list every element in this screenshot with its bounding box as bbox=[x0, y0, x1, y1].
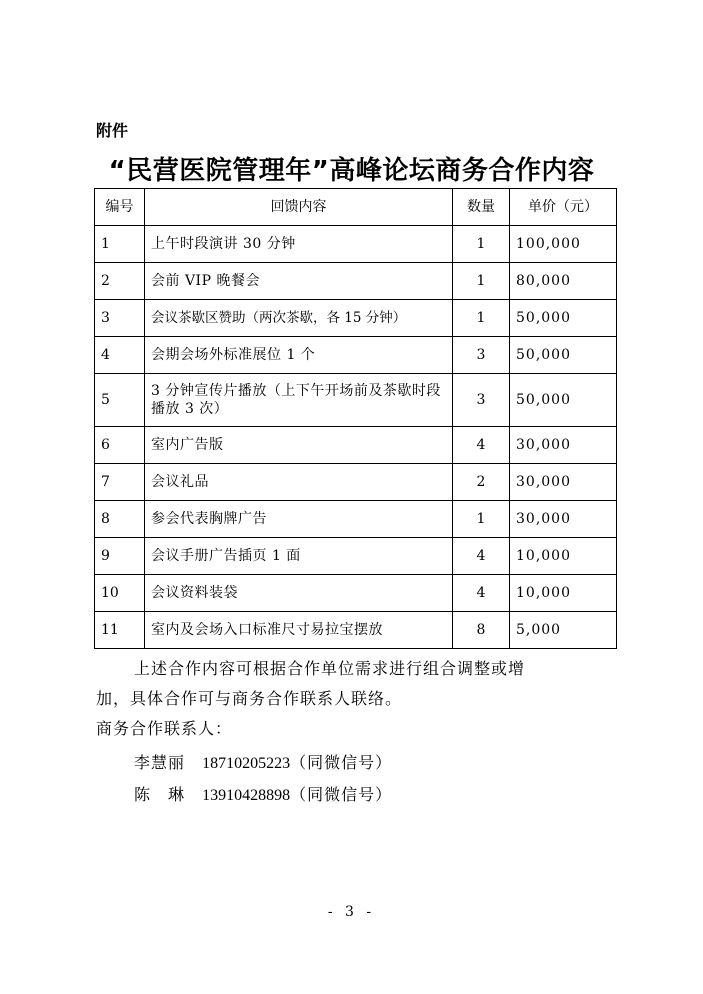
cell-no: 3 bbox=[95, 300, 145, 337]
cell-qty: 4 bbox=[453, 575, 510, 612]
cell-item: 会前 VIP 晚餐会 bbox=[145, 263, 453, 300]
table-row bbox=[95, 501, 617, 538]
cooperation-table bbox=[94, 188, 617, 649]
cell-item: 上午时段演讲 30 分钟 bbox=[145, 226, 453, 263]
contact-phone: 13910428898 bbox=[202, 787, 291, 804]
cell-price: 80,000 bbox=[510, 263, 617, 300]
cell-qty: 3 bbox=[453, 337, 510, 374]
cell-item: 3 分钟宣传片播放（上下午开场前及茶歇时段播放 3 次） bbox=[145, 374, 453, 427]
contact-name: 李慧丽 bbox=[134, 753, 186, 772]
cell-item: 室内及会场入口标准尺寸易拉宝摆放 bbox=[145, 612, 453, 649]
header-no: 编号 bbox=[95, 189, 145, 226]
cell-no: 2 bbox=[95, 263, 145, 300]
cell-price: 30,000 bbox=[510, 464, 617, 501]
cell-price: 30,000 bbox=[510, 501, 617, 538]
table-header-row bbox=[95, 189, 617, 226]
cell-item: 会议礼品 bbox=[145, 464, 453, 501]
header-item: 回馈内容 bbox=[145, 189, 453, 226]
cell-no: 5 bbox=[95, 374, 145, 427]
contacts-label: 商务合作联系人： bbox=[96, 719, 233, 738]
contact-name: 陈 琳 bbox=[134, 785, 186, 804]
cell-price: 50,000 bbox=[510, 337, 617, 374]
contact-line bbox=[134, 782, 392, 805]
cell-qty: 1 bbox=[453, 226, 510, 263]
cell-qty: 1 bbox=[453, 300, 510, 337]
contact-line bbox=[134, 750, 392, 773]
cell-qty: 1 bbox=[453, 501, 510, 538]
cell-no: 8 bbox=[95, 501, 145, 538]
cell-qty: 8 bbox=[453, 612, 510, 649]
page-number: - 3 - bbox=[327, 904, 376, 920]
attachment-label: 附件 bbox=[96, 121, 129, 140]
header-price: 单价（元） bbox=[510, 189, 617, 226]
table-row bbox=[95, 612, 617, 649]
cell-item: 参会代表胸牌广告 bbox=[145, 501, 453, 538]
cell-qty: 1 bbox=[453, 263, 510, 300]
cell-no: 6 bbox=[95, 427, 145, 464]
cell-price: 100,000 bbox=[510, 226, 617, 263]
cell-qty: 4 bbox=[453, 427, 510, 464]
cell-price: 10,000 bbox=[510, 575, 617, 612]
cell-no: 1 bbox=[95, 226, 145, 263]
cell-no: 7 bbox=[95, 464, 145, 501]
contact-phone: 18710205223 bbox=[202, 755, 291, 772]
cell-item: 会议手册广告插页 1 面 bbox=[145, 538, 453, 575]
table-row bbox=[95, 427, 617, 464]
cell-item: 会期会场外标准展位 1 个 bbox=[145, 337, 453, 374]
document-title: “民营医院管理年”高峰论坛商务合作内容 bbox=[108, 156, 595, 186]
cell-item: 室内广告版 bbox=[145, 427, 453, 464]
table-row bbox=[95, 575, 617, 612]
paragraph-line-2: 加，具体合作可与商务合作联系人联络。 bbox=[96, 689, 403, 708]
table-row bbox=[95, 464, 617, 501]
contact-note: （同微信号） bbox=[290, 753, 393, 772]
table-row bbox=[95, 337, 617, 374]
cell-qty: 3 bbox=[453, 374, 510, 427]
cell-qty: 2 bbox=[453, 464, 510, 501]
cell-price: 10,000 bbox=[510, 538, 617, 575]
table-row bbox=[95, 263, 617, 300]
cell-no: 4 bbox=[95, 337, 145, 374]
contact-note: （同微信号） bbox=[290, 785, 393, 804]
cell-price: 30,000 bbox=[510, 427, 617, 464]
table-row bbox=[95, 300, 617, 337]
cell-item: 会议茶歇区赞助（两次茶歇，各 15 分钟） bbox=[145, 300, 453, 337]
header-qty: 数量 bbox=[453, 189, 510, 226]
table-row bbox=[95, 538, 617, 575]
cell-price: 5,000 bbox=[510, 612, 617, 649]
cell-price: 50,000 bbox=[510, 300, 617, 337]
cell-qty: 4 bbox=[453, 538, 510, 575]
cell-no: 9 bbox=[95, 538, 145, 575]
cell-no: 11 bbox=[95, 612, 145, 649]
cell-item: 会议资料装袋 bbox=[145, 575, 453, 612]
table-row bbox=[95, 226, 617, 263]
cell-price: 50,000 bbox=[510, 374, 617, 427]
table-row bbox=[95, 374, 617, 427]
cell-no: 10 bbox=[95, 575, 145, 612]
paragraph-line-1: 上述合作内容可根据合作单位需求进行组合调整或增 bbox=[134, 659, 526, 678]
